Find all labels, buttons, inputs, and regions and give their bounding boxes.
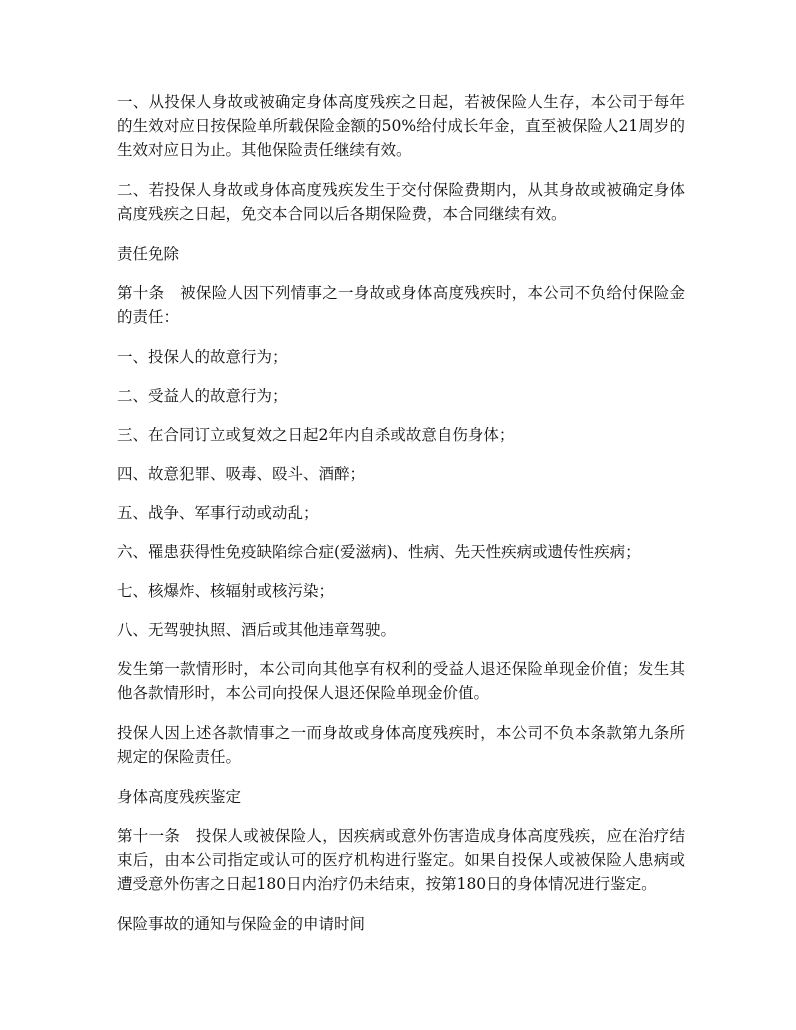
list-item-exclusion-3: 三、在合同订立或复效之日起2年内自杀或故意自伤身体； [117, 426, 515, 444]
paragraph-liability: 投保人因上述各款情事之一而身故或身体高度残疾时，本公司不负本条款第九条所规定的保险责任。 [117, 724, 685, 766]
paragraph-clause-1: 一、从投保人身故或被确定身体高度残疾之日起，若被保险人生存，本公司于每年的生效对应日按保险单所载保险金额的50%给付成长年金，直至被保险人21周岁的生效对应日为止。其他保险责任继续有效。 [117, 93, 685, 159]
list-item-exclusion-5: 五、战争、军事行动或动乱； [117, 504, 319, 522]
paragraph-refund: 发生第一款情形时，本公司向其他享有权利的受益人退还保险单现金价值；发生其他各款情形时，本公司向投保人退还保险单现金价值。 [117, 660, 685, 702]
document-body [117, 90, 685, 936]
list-item-exclusion-2: 二、受益人的故意行为； [117, 387, 288, 405]
section-heading-claim-notice: 保险事故的通知与保险金的申请时间 [117, 915, 366, 933]
list-item-exclusion-1: 一、投保人的故意行为； [117, 348, 288, 366]
paragraph-clause-2: 二、若投保人身故或身体高度残疾发生于交付保险费期内，从其身故或被确定身体高度残疾之日起，免交本合同以后各期保险费，本合同继续有效。 [117, 181, 685, 223]
list-item-exclusion-4: 四、故意犯罪、吸毒、殴斗、酒醉； [117, 465, 366, 483]
list-item-exclusion-8: 八、无驾驶执照、酒后或其他违章驾驶。 [117, 621, 397, 639]
section-heading-disability-assessment: 身体高度残疾鉴定 [117, 788, 242, 806]
list-item-exclusion-6: 六、罹患获得性免疫缺陷综合症(爱滋病)、性病、先天性疾病或遗传性疾病； [117, 543, 641, 561]
section-heading-exclusions: 责任免除 [117, 245, 180, 263]
paragraph-article-10: 第十条 被保险人因下列情事之一身故或身体高度残疾时，本公司不负给付保险金的责任： [117, 284, 685, 326]
paragraph-article-11: 第十一条 投保人或被保险人，因疾病或意外伤害造成身体高度残疾，应在治疗结束后，由本公司指定或认可的医疗机构进行鉴定。如果自投保人或被保险人患病或遭受意外伤害之日起180日内治疗仍未结束，按第180日的身体情况进行鉴定。 [117, 827, 685, 893]
list-item-exclusion-7: 七、核爆炸、核辐射或核污染； [117, 582, 335, 600]
